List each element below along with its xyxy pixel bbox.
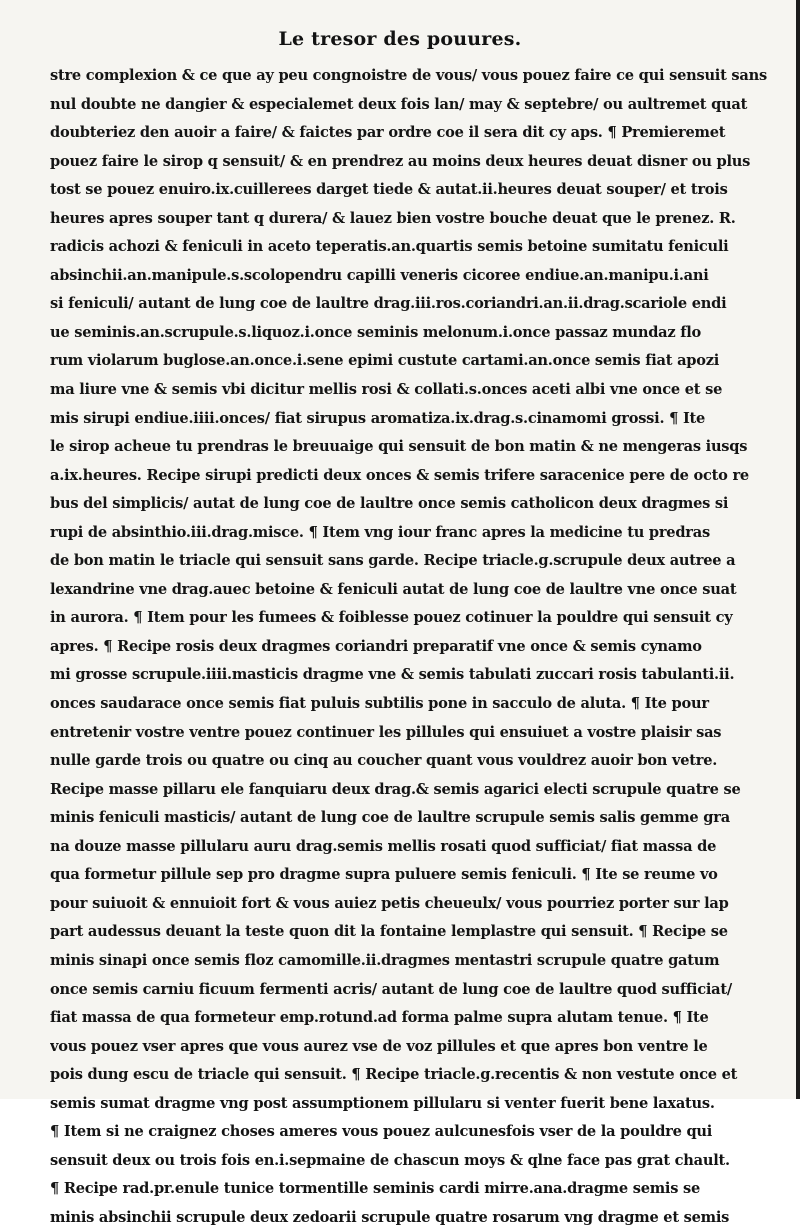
running-head: Le tresor des pouures.	[278, 28, 522, 50]
text-line: rum violarum buglose.an.once.i.sene epimi custute cartami.an.once semis fiat apozi	[50, 352, 720, 370]
text-line: a.ix.heures. Recipe sirupi predicti deux onces & semis trifere saracenice pere de octo re	[50, 466, 749, 484]
text-line: entretenir vostre ventre pouez continuer les pillules qui ensuiuet a vostre plaisir sas	[50, 723, 722, 741]
text-line: minis sinapi once semis floz camomille.ii.dragmes mentastri scrupule quatre gatum	[50, 951, 720, 969]
text-line: ¶ Item si ne craignez choses ameres vous pouez aulcunesfois vser de la pouldre qui	[50, 1123, 713, 1141]
scan-edge	[796, 0, 800, 1099]
text-line: radicis achozi & feniculi in aceto teperatis.an.quartis semis betoine sumitatu feniculi	[50, 238, 729, 256]
text-line: apres. ¶ Recipe rosis deux dragmes coriandri preparatif vne once & semis cynamo	[50, 637, 702, 655]
text-line: minis absinchii scrupule deux zedoarii scrupule quatre rosarum vng dragme et semis	[50, 1208, 730, 1226]
text-line: lexandrine vne drag.auec betoine & feniculi autat de lung coe de laultre vne once suat	[50, 580, 737, 598]
text-line: stre complexion & ce que ay peu congnoistre de vous/ vous pouez faire ce qui sensuit sans	[50, 67, 767, 84]
text-line: pois dung escu de triacle qui sensuit. ¶ Recipe triacle.g.recentis & non vestute once et	[50, 1066, 738, 1084]
text-line: de bon matin le triacle qui sensuit sans garde. Recipe triacle.g.scrupule deux autree a	[50, 552, 736, 570]
text-line: tost se pouez enuiro.ix.cuillerees darget tiede & autat.ii.heures deuat souper/ et trois	[50, 181, 728, 199]
text-line: sensuit deux ou trois fois en.i.sepmaine de chascun moys & qlne face pas grat chault.	[50, 1151, 730, 1169]
text-line: ma liure vne & semis vbi dicitur mellis rosi & collati.s.onces aceti albi vne once et se	[50, 381, 723, 399]
text-line: pour suiuoit & ennuioit fort & vous auiez petis cheueulx/ vous pourriez porter sur lap	[50, 894, 729, 912]
text-line: nul doubte ne dangier & especialemet deux fois lan/ may & septebre/ ou aultremet quat	[50, 95, 748, 113]
text-line: mis sirupi endiue.iiii.onces/ fiat sirupus aromatiza.ix.drag.s.cinamomi grossi. ¶ Ite	[50, 409, 706, 427]
text-line: bus del simplicis/ autat de lung coe de laultre once semis catholicon deux dragmes si	[50, 495, 729, 513]
text-line: absinchii.an.manipule.s.scolopendru capilli veneris cicoree endiue.an.manipu.i.ani	[50, 266, 709, 284]
text-line: Recipe masse pillaru ele fanquiaru deux drag.& semis agarici electi scrupule quatre se	[50, 780, 741, 798]
text-line: rupi de absinthio.iii.drag.misce. ¶ Item vng iour franc apres la medicine tu predras	[50, 523, 710, 541]
text-line: mi grosse scrupule.iiii.masticis dragme vne & semis tabulati zuccari rosis tabulanti.ii.	[50, 666, 735, 684]
text-line: onces saudarace once semis fiat puluis subtilis pone in sacculo de aluta. ¶ Ite pour	[50, 695, 709, 713]
text-line: vous pouez vser apres que vous aurez vse de voz pillules et que apres bon ventre le	[50, 1037, 708, 1055]
text-line: minis feniculi masticis/ autant de lung coe de laultre scrupule semis salis gemme gra	[50, 809, 730, 827]
text-line: si feniculi/ autant de lung coe de laultre drag.iii.ros.coriandri.an.ii.drag.scariole endi	[50, 295, 727, 313]
text-line: part audessus deuant la teste quon dit la fontaine lemplastre qui sensuit. ¶ Recipe se	[50, 923, 728, 941]
text-line: once semis carniu ficuum fermenti acris/ autant de lung coe de laultre quod sufficiat/	[50, 980, 732, 998]
text-line: semis sumat dragme vng post assumptionem pillularu si venter fuerit bene laxatus.	[50, 1094, 715, 1112]
text-line: in aurora. ¶ Item pour les fumees & foiblesse pouez cotinuer la pouldre qui sensuit cy	[50, 609, 733, 627]
text-line: ¶ Recipe rad.pr.enule tunice tormentille seminis cardi mirre.ana.dragme semis se	[50, 1180, 701, 1198]
text-line: doubteriez den auoir a faire/ & faictes par ordre coe il sera dit cy aps. ¶ Premieremet	[50, 124, 726, 142]
text-line: qua formetur pillule sep pro dragme supra puluere semis feniculi. ¶ Ite se reume vo	[50, 866, 718, 884]
body-text	[50, 62, 780, 1232]
text-line: heures apres souper tant q durera/ & lauez bien vostre bouche deuat que le prenez. R.	[50, 209, 736, 227]
text-line: pouez faire le sirop q sensuit/ & en prendrez au moins deux heures deuat disner ou plus	[50, 152, 751, 170]
text-line: nulle garde trois ou quatre ou cinq au coucher quant vous vouldrez auoir bon vetre.	[50, 752, 718, 770]
text-line: fiat massa de qua formeteur emp.rotund.ad forma palme supra alutam tenue. ¶ Ite	[50, 1009, 709, 1027]
text-line: na douze masse pillularu auru drag.semis mellis rosati quod sufficiat/ fiat massa de	[50, 837, 717, 855]
text-line: ue seminis.an.scrupule.s.liquoz.i.once seminis melonum.i.once passaz mundaz flo	[50, 323, 702, 341]
text-line: le sirop acheue tu prendras le breuuaige qui sensuit de bon matin & ne mengeras iusqs	[50, 438, 748, 456]
